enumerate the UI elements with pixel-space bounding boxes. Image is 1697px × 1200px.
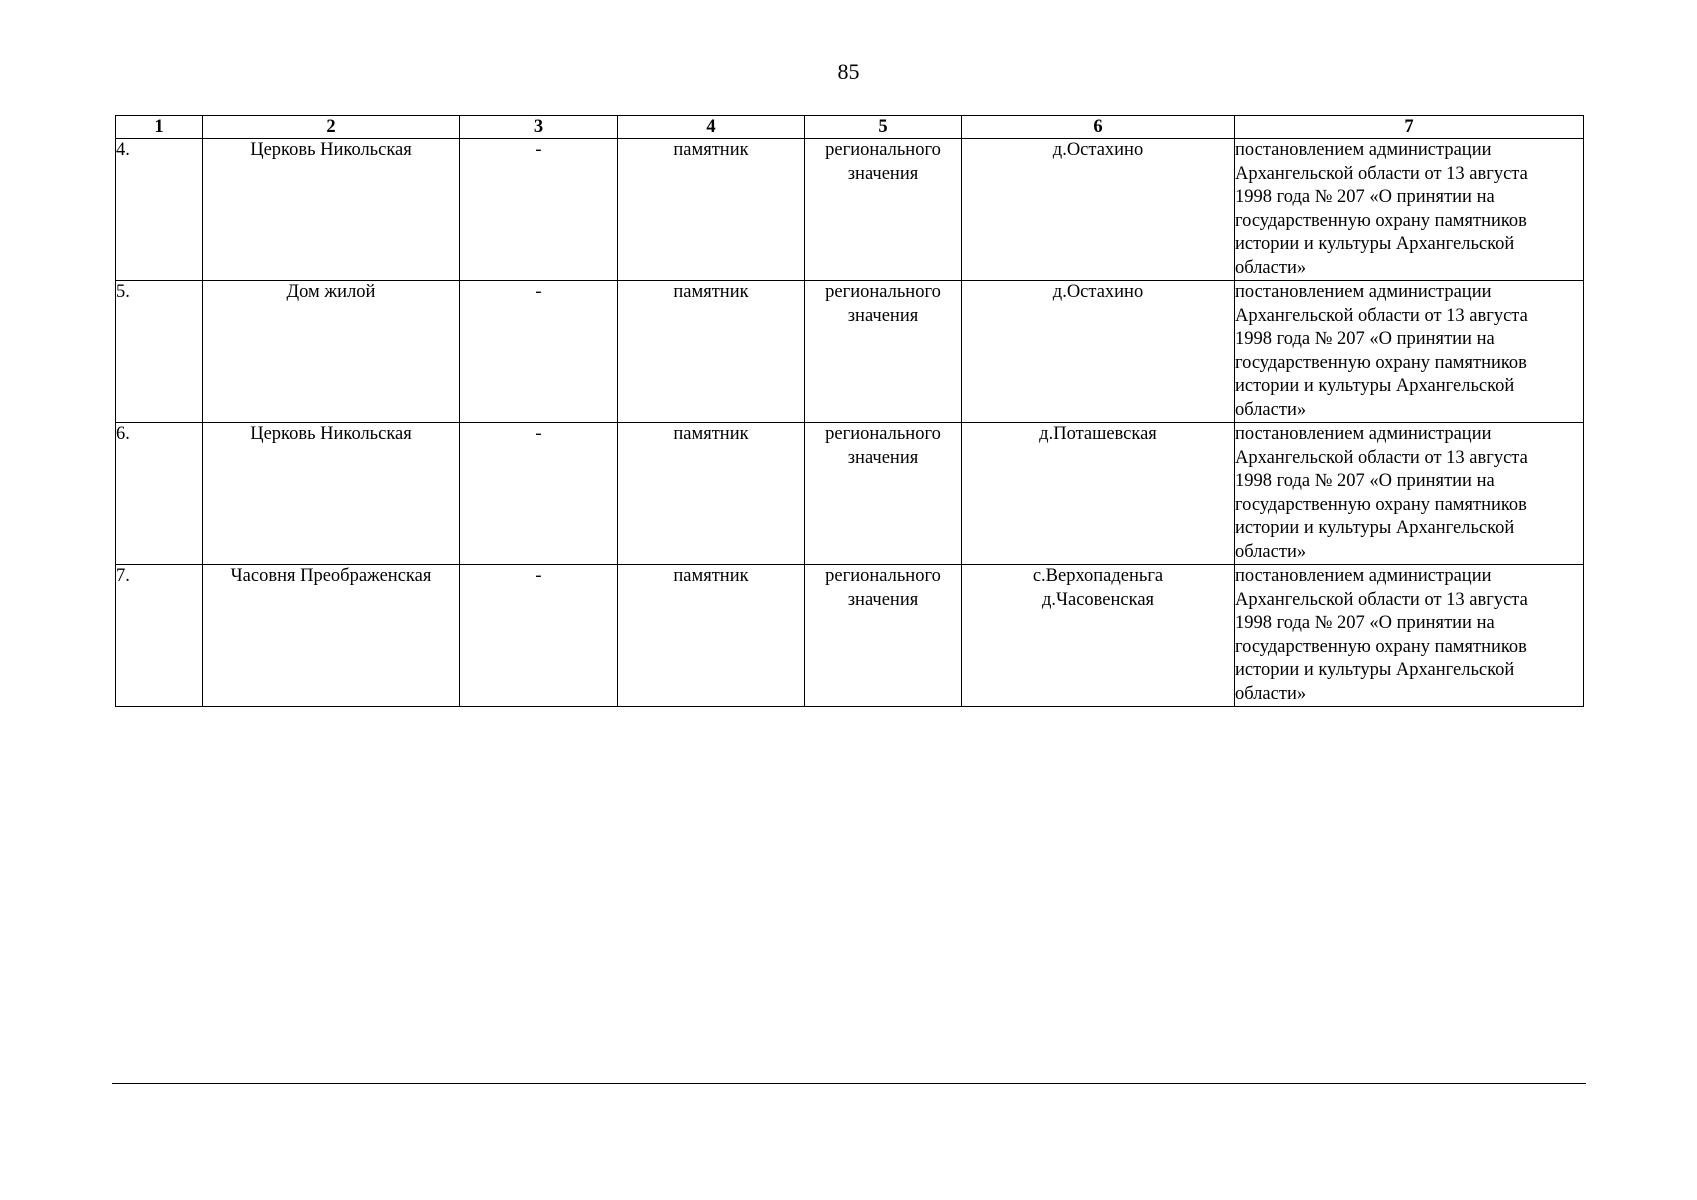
document-line: 1998 года № 207 «О принятии на bbox=[1235, 187, 1495, 207]
page-number: 85 bbox=[837, 59, 860, 84]
document-line: истории и культуры Архангельской bbox=[1235, 660, 1515, 680]
significance bbox=[805, 565, 962, 707]
significance bbox=[805, 423, 962, 565]
document-line: Архангельской области от 13 августа bbox=[1235, 589, 1528, 610]
document-line: постановлением администрации bbox=[1235, 282, 1492, 302]
significance-line: регионального bbox=[825, 424, 941, 444]
location bbox=[962, 565, 1235, 707]
table-row bbox=[116, 139, 1584, 281]
significance-line: регионального bbox=[825, 282, 941, 302]
document-line: постановлением администрации bbox=[1235, 424, 1492, 444]
table-header-row bbox=[116, 116, 1584, 139]
document-line: 1998 года № 207 «О принятии на bbox=[1235, 471, 1495, 491]
table-row bbox=[116, 423, 1584, 565]
object-kind: памятник bbox=[618, 281, 805, 423]
location-line: д.Поташевская bbox=[1039, 424, 1157, 444]
significance bbox=[805, 281, 962, 423]
document-line: области» bbox=[1235, 399, 1307, 420]
significance bbox=[805, 139, 962, 281]
document-line: области» bbox=[1235, 541, 1307, 562]
document-line: области» bbox=[1235, 683, 1307, 704]
document-line: Архангельской области от 13 августа bbox=[1235, 305, 1528, 326]
column-header: 7 bbox=[1235, 116, 1584, 139]
object-name: Церковь Никольская bbox=[203, 139, 460, 281]
location-line: д.Остахино bbox=[1052, 282, 1144, 302]
location bbox=[962, 281, 1235, 423]
column-header: 1 bbox=[116, 116, 203, 139]
significance-line: значения bbox=[847, 305, 919, 326]
legal-document bbox=[1235, 423, 1584, 565]
row-number: 7. bbox=[116, 565, 203, 707]
document-line: Архангельской области от 13 августа bbox=[1235, 447, 1528, 468]
document-line: постановлением администрации bbox=[1235, 566, 1492, 586]
document-line: государственную охрану памятников bbox=[1235, 636, 1527, 657]
location-line: д.Часовенская bbox=[1041, 589, 1155, 610]
significance-line: значения bbox=[847, 447, 919, 468]
monuments-table bbox=[115, 115, 1584, 707]
document-line: Архангельской области от 13 августа bbox=[1235, 163, 1528, 184]
location-line: с.Верхопаденьга bbox=[1032, 566, 1164, 586]
location bbox=[962, 139, 1235, 281]
column-header: 2 bbox=[203, 116, 460, 139]
column-3-value: - bbox=[460, 565, 618, 707]
column-header: 3 bbox=[460, 116, 618, 139]
table-row bbox=[116, 565, 1584, 707]
object-kind: памятник bbox=[618, 565, 805, 707]
significance-line: значения bbox=[847, 589, 919, 610]
row-number: 5. bbox=[116, 281, 203, 423]
document-line: истории и культуры Архангельской bbox=[1235, 376, 1515, 396]
document-line: истории и культуры Архангельской bbox=[1235, 518, 1515, 538]
legal-document bbox=[1235, 565, 1584, 707]
document-line: области» bbox=[1235, 257, 1307, 278]
significance-line: регионального bbox=[825, 140, 941, 160]
location bbox=[962, 423, 1235, 565]
object-kind: памятник bbox=[618, 139, 805, 281]
document-line: истории и культуры Архангельской bbox=[1235, 234, 1515, 254]
location-line: д.Остахино bbox=[1052, 140, 1144, 160]
column-header: 5 bbox=[805, 116, 962, 139]
significance-line: значения bbox=[847, 163, 919, 184]
object-name: Дом жилой bbox=[203, 281, 460, 423]
document-line: государственную охрану памятников bbox=[1235, 210, 1527, 231]
column-header: 4 bbox=[618, 116, 805, 139]
column-3-value: - bbox=[460, 423, 618, 565]
document-line: 1998 года № 207 «О принятии на bbox=[1235, 613, 1495, 633]
document-line: постановлением администрации bbox=[1235, 140, 1492, 160]
object-name: Часовня Преображенская bbox=[203, 565, 460, 707]
significance-line: регионального bbox=[825, 566, 941, 586]
row-number: 4. bbox=[116, 139, 203, 281]
table-row bbox=[116, 281, 1584, 423]
object-name: Церковь Никольская bbox=[203, 423, 460, 565]
object-kind: памятник bbox=[618, 423, 805, 565]
legal-document bbox=[1235, 139, 1584, 281]
document-line: государственную охрану памятников bbox=[1235, 352, 1527, 373]
row-number: 6. bbox=[116, 423, 203, 565]
document-line: 1998 года № 207 «О принятии на bbox=[1235, 329, 1495, 349]
legal-document bbox=[1235, 281, 1584, 423]
column-3-value: - bbox=[460, 281, 618, 423]
footer-divider bbox=[112, 1083, 1586, 1084]
document-line: государственную охрану памятников bbox=[1235, 494, 1527, 515]
column-header: 6 bbox=[962, 116, 1235, 139]
column-3-value: - bbox=[460, 139, 618, 281]
